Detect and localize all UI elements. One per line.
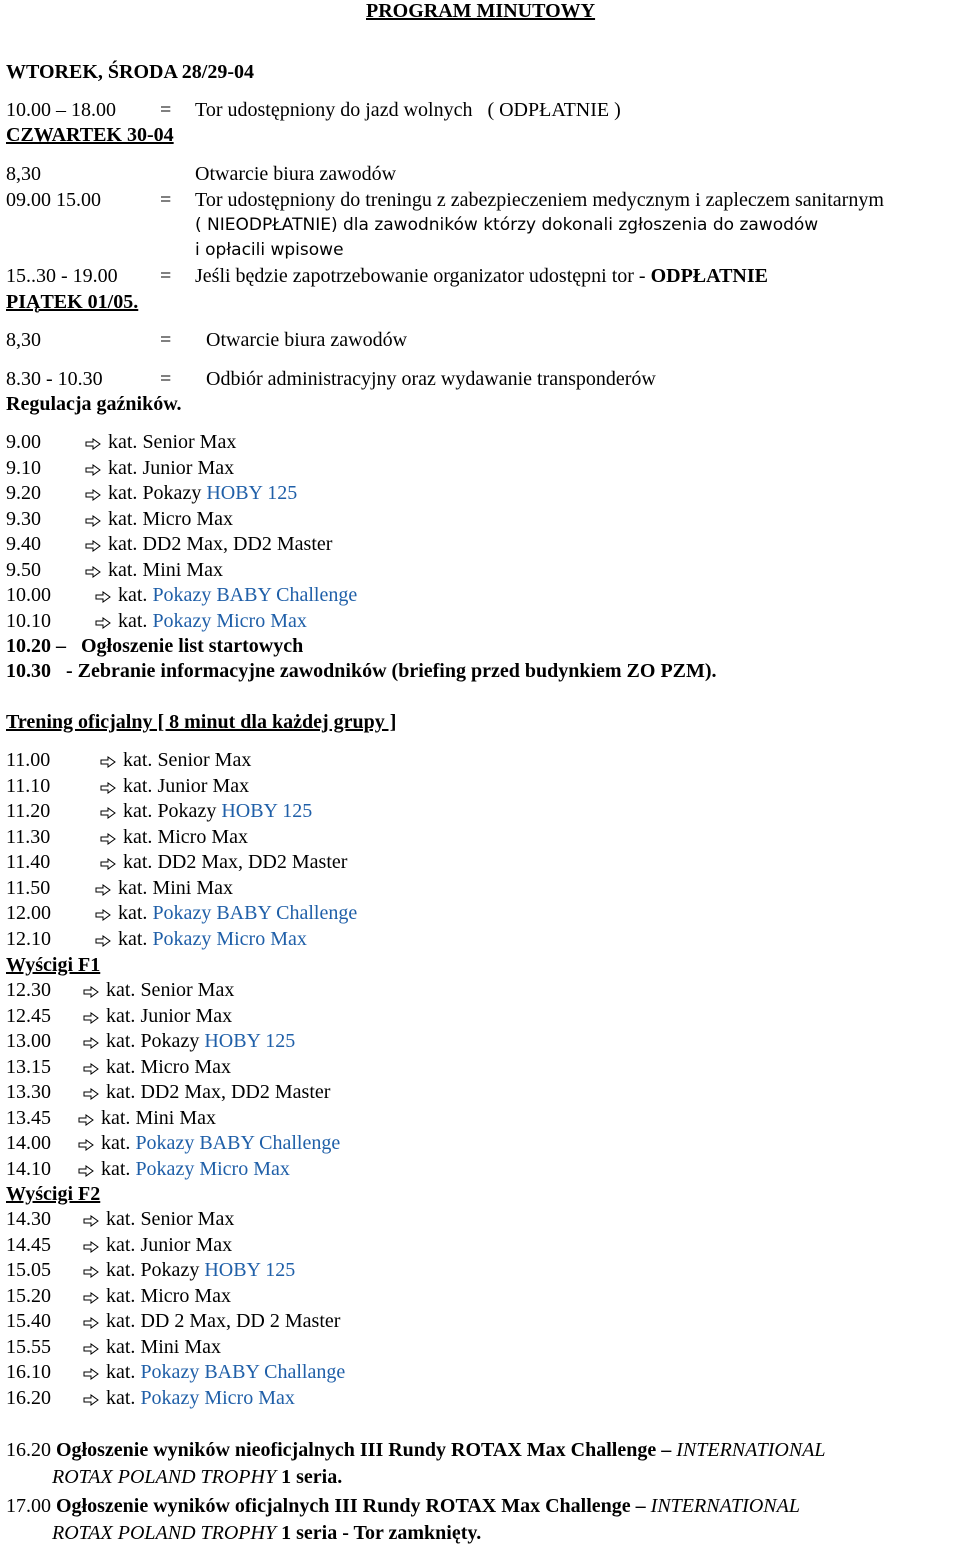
f1-heading: Wyścigi F1 [6,954,101,976]
f2-item [81,1386,295,1410]
category-name: Mini Max [152,876,233,899]
f1-time: 12.45 [6,1004,51,1027]
regulacja-time: 10.00 [6,584,51,606]
kat-label: kat. [106,1259,136,1281]
category-name: DD2 Max, DD2 Master [140,1081,331,1103]
f1-time: 13.45 [6,1106,51,1129]
trening-time: 12.00 [6,902,51,924]
kat-label: kat. [106,1284,136,1307]
arrow-right-icon [81,1386,101,1410]
kat-label: kat. [118,584,148,606]
day2-r2-time: 09.00 15.00 [6,189,101,211]
category-highlight: Pokazy BABY Challenge [152,902,358,924]
kat-label: kat. [106,979,136,1001]
f2-time: 15.40 [6,1310,51,1332]
f2-item [81,1258,295,1282]
regulacja-ann1 [6,634,303,658]
arrow-right-icon [98,850,118,874]
day3-r2-text: Odbiór administracyjny oraz wydawanie transponderów [206,368,656,390]
category-name: Senior Max [157,749,252,771]
trening-item [93,927,307,951]
arrow-right-icon [81,1284,101,1308]
regulacja-heading: Regulacja gaźników. [6,393,182,415]
day3-heading: PIĄTEK 01/05. [6,291,139,313]
day2-r1-text: Otwarcie biura zawodów [195,163,397,185]
f1-item [76,1106,216,1130]
f2-item [81,1309,340,1333]
kat-label: kat. [123,749,153,771]
kat-label: kat. [123,774,153,797]
arrow-right-icon [93,609,113,633]
trening-item [98,774,249,798]
day2-r2-cont2: i opłacili wpisowe [195,240,344,260]
trening-time: 12.10 [6,927,51,950]
result2-ital: INTERNATIONAL [650,1495,800,1517]
f1-item [81,1004,232,1028]
category-name: Senior Max [140,1208,235,1230]
trening-item [93,876,233,900]
regulacja-time: 9.00 [6,431,41,453]
category-name: DD 2 Max, DD 2 Master [140,1310,341,1332]
f2-time: 15.55 [6,1335,51,1358]
category-name: Pokazy [140,1030,200,1052]
f1-item [81,1029,295,1053]
ann2-text: - Zebranie informacyjne zawodników (briefing przed budynkiem ZO PZM). [66,660,717,682]
arrow-right-icon [81,1335,101,1359]
day1-text: Tor udostępniony do jazd wolnych [195,99,473,121]
result1-line1 [6,1438,826,1462]
result1-ital: INTERNATIONAL [676,1439,826,1461]
category-name: DD2 Max, DD2 Master [142,533,333,555]
f2-time: 15.05 [6,1259,51,1281]
arrow-right-icon [81,1004,101,1028]
day1-suffix: ( ODPŁATNIE ) [487,99,621,121]
kat-label: kat. [101,1157,131,1180]
result1-time: 16.20 [6,1439,51,1461]
kat-label: kat. [106,1004,136,1027]
result1-tail: 1 seria. [281,1466,343,1488]
day3-r1-time: 8,30 [6,329,41,351]
arrow-right-icon [76,1106,96,1130]
regulacja-item [83,507,233,531]
f2-time: 14.30 [6,1208,51,1230]
regulacja-item [83,532,332,556]
regulacja-item [83,456,234,480]
category-name: Micro Max [140,1055,231,1078]
f1-time: 14.10 [6,1157,51,1180]
f1-item [81,1055,231,1079]
kat-label: kat. [106,1030,136,1052]
category-name: Junior Max [157,774,250,797]
regulacja-item [93,609,307,633]
f2-item [81,1233,232,1257]
arrow-right-icon [83,430,103,454]
category-highlight: HOBY 125 [221,800,313,822]
f2-item [81,1335,221,1359]
arrow-right-icon [81,1309,101,1333]
arrow-right-icon [83,558,103,582]
kat-label: kat. [108,482,138,504]
category-name: Junior Max [142,456,235,479]
day2-r3-suffix: ODPŁATNIE [650,265,768,287]
kat-label: kat. [106,1335,136,1358]
day2-r3-row [195,264,768,288]
category-highlight: Pokazy BABY Challenge [135,1132,341,1154]
result2-tail: 1 seria - Tor zamknięty. [281,1522,482,1544]
regulacja-item [83,558,223,582]
category-name: Senior Max [140,979,235,1001]
category-name: Micro Max [157,825,248,848]
day3-r2-eq: = [160,368,172,390]
day2-r2-cont1: ( NIEODPŁATNIE) dla zawodników którzy dokonali zgłoszenia do zawodów [195,215,819,235]
f2-time: 14.45 [6,1233,51,1256]
f1-item [81,978,234,1002]
category-name: Mini Max [135,1106,216,1129]
day3-r1-text: Otwarcie biura zawodów [206,329,408,351]
arrow-right-icon [83,481,103,505]
trening-item [98,825,248,849]
regulacja-time: 9.30 [6,507,41,530]
day3-r2-time: 8.30 - 10.30 [6,368,103,390]
trening-time: 11.10 [6,774,51,797]
arrow-right-icon [93,901,113,925]
day2-r2-text: Tor udostępniony do treningu z zabezpieczeniem medycznym i zapleczem sanitarnym [195,189,884,211]
arrow-right-icon [93,927,113,951]
kat-label: kat. [108,558,138,581]
trening-item [98,748,251,772]
category-highlight: Pokazy Micro Max [152,927,307,950]
result1-line2 [52,1465,342,1489]
trening-time: 11.00 [6,749,51,771]
f1-time: 12.30 [6,979,51,1001]
f1-time: 13.30 [6,1081,51,1103]
f1-time: 13.00 [6,1030,51,1052]
category-highlight: HOBY 125 [204,1259,296,1281]
category-highlight: Pokazy Micro Max [152,609,307,632]
category-highlight: HOBY 125 [206,482,298,504]
day2-heading: CZWARTEK 30-04 [6,124,174,146]
category-name: Mini Max [140,1335,221,1358]
arrow-right-icon [76,1131,96,1155]
kat-label: kat. [106,1055,136,1078]
result2-text: Ogłoszenie wyników oficjalnych III Rundy ROTAX Max Challenge – [56,1495,646,1517]
kat-label: kat. [118,876,148,899]
f2-heading: Wyścigi F2 [6,1183,101,1205]
ann2-time: 10.30 [6,660,51,682]
trening-item [98,799,312,823]
category-name: Senior Max [142,431,237,453]
regulacja-time: 9.10 [6,456,41,479]
kat-label: kat. [118,927,148,950]
trening-time: 11.20 [6,800,51,822]
kat-label: kat. [118,609,148,632]
kat-label: kat. [108,431,138,453]
trening-time: 11.40 [6,851,51,873]
category-name: Micro Max [140,1284,231,1307]
category-name: DD2 Max, DD2 Master [157,851,348,873]
kat-label: kat. [123,851,153,873]
regulacja-time: 10.10 [6,609,51,632]
arrow-right-icon [83,507,103,531]
regulacja-time: 9.40 [6,533,41,555]
regulacja-time: 9.20 [6,482,41,504]
result1-ital2: ROTAX POLAND TROPHY [52,1466,277,1488]
kat-label: kat. [108,456,138,479]
category-name: Junior Max [140,1004,233,1027]
category-name: Mini Max [142,558,223,581]
kat-label: kat. [106,1208,136,1230]
day3-r1-eq: = [160,329,172,351]
f2-time: 16.10 [6,1361,51,1383]
arrow-right-icon [98,774,118,798]
day2-r3-eq: = [160,265,172,287]
kat-label: kat. [106,1361,136,1383]
day1-heading: WTOREK, ŚRODA 28/29-04 [6,61,254,83]
day2-r2-eq: = [160,189,172,211]
day1-row [195,98,621,122]
kat-label: kat. [108,533,138,555]
arrow-right-icon [81,1233,101,1257]
category-highlight: Pokazy Micro Max [135,1157,290,1180]
arrow-right-icon [83,456,103,480]
f1-item [81,1080,330,1104]
kat-label: kat. [106,1386,136,1409]
regulacja-item [83,430,236,454]
category-name: Micro Max [142,507,233,530]
arrow-right-icon [81,1207,101,1231]
f1-time: 13.15 [6,1055,51,1078]
category-highlight: Pokazy BABY Challenge [152,584,358,606]
f1-time: 14.00 [6,1132,51,1154]
regulacja-time: 9.50 [6,558,41,581]
arrow-right-icon [81,978,101,1002]
category-highlight: Pokazy Micro Max [140,1386,295,1409]
arrow-right-icon [83,532,103,556]
day2-r3-text: Jeśli będzie zapotrzebowanie organizator udostępni tor - [195,265,646,287]
ann1-text: Ogłoszenie list startowych [81,635,304,657]
result2-time: 17.00 [6,1495,51,1517]
trening-item [93,901,357,925]
result2-line1 [6,1494,800,1518]
f2-time: 16.20 [6,1386,51,1409]
kat-label: kat. [106,1081,136,1103]
day1-eq: = [160,99,172,121]
arrow-right-icon [81,1080,101,1104]
regulacja-item [93,583,357,607]
ann1-time: 10.20 – [6,635,66,657]
arrow-right-icon [81,1055,101,1079]
kat-label: kat. [123,800,153,822]
kat-label: kat. [106,1233,136,1256]
result2-line2 [52,1521,481,1545]
arrow-right-icon [93,876,113,900]
regulacja-item [83,481,297,505]
day2-r3-time: 15..30 - 19.00 [6,265,118,287]
arrow-right-icon [93,583,113,607]
arrow-right-icon [98,825,118,849]
category-name: Pokazy [142,482,202,504]
trening-time: 11.50 [6,876,51,899]
arrow-right-icon [98,748,118,772]
arrow-right-icon [81,1258,101,1282]
trening-time: 11.30 [6,825,51,848]
kat-label: kat. [101,1132,131,1154]
kat-label: kat. [123,825,153,848]
arrow-right-icon [76,1157,96,1181]
category-highlight: Pokazy BABY Challange [140,1361,346,1383]
day2-r1-time: 8,30 [6,163,41,185]
kat-label: kat. [108,507,138,530]
kat-label: kat. [101,1106,131,1129]
category-name: Pokazy [140,1259,200,1281]
result2-ital2: ROTAX POLAND TROPHY [52,1522,277,1544]
f2-time: 15.20 [6,1284,51,1307]
f2-item [81,1360,345,1384]
trening-heading: Trening oficjalny [ 8 minut dla każdej grupy ] [6,711,397,733]
f1-item [76,1131,340,1155]
category-highlight: HOBY 125 [204,1030,296,1052]
day1-time: 10.00 – 18.00 [6,99,116,121]
result1-text: Ogłoszenie wyników nieoficjalnych III Rundy ROTAX Max Challenge – [56,1439,672,1461]
arrow-right-icon [98,799,118,823]
category-name: Junior Max [140,1233,233,1256]
f2-item [81,1284,231,1308]
kat-label: kat. [106,1310,136,1332]
category-name: Pokazy [157,800,217,822]
f2-item [81,1207,234,1231]
trening-item [98,850,347,874]
page-title: PROGRAM MINUTOWY [366,0,596,22]
kat-label: kat. [118,902,148,924]
f1-item [76,1157,290,1181]
arrow-right-icon [81,1029,101,1053]
regulacja-ann2 [6,659,717,683]
arrow-right-icon [81,1360,101,1384]
